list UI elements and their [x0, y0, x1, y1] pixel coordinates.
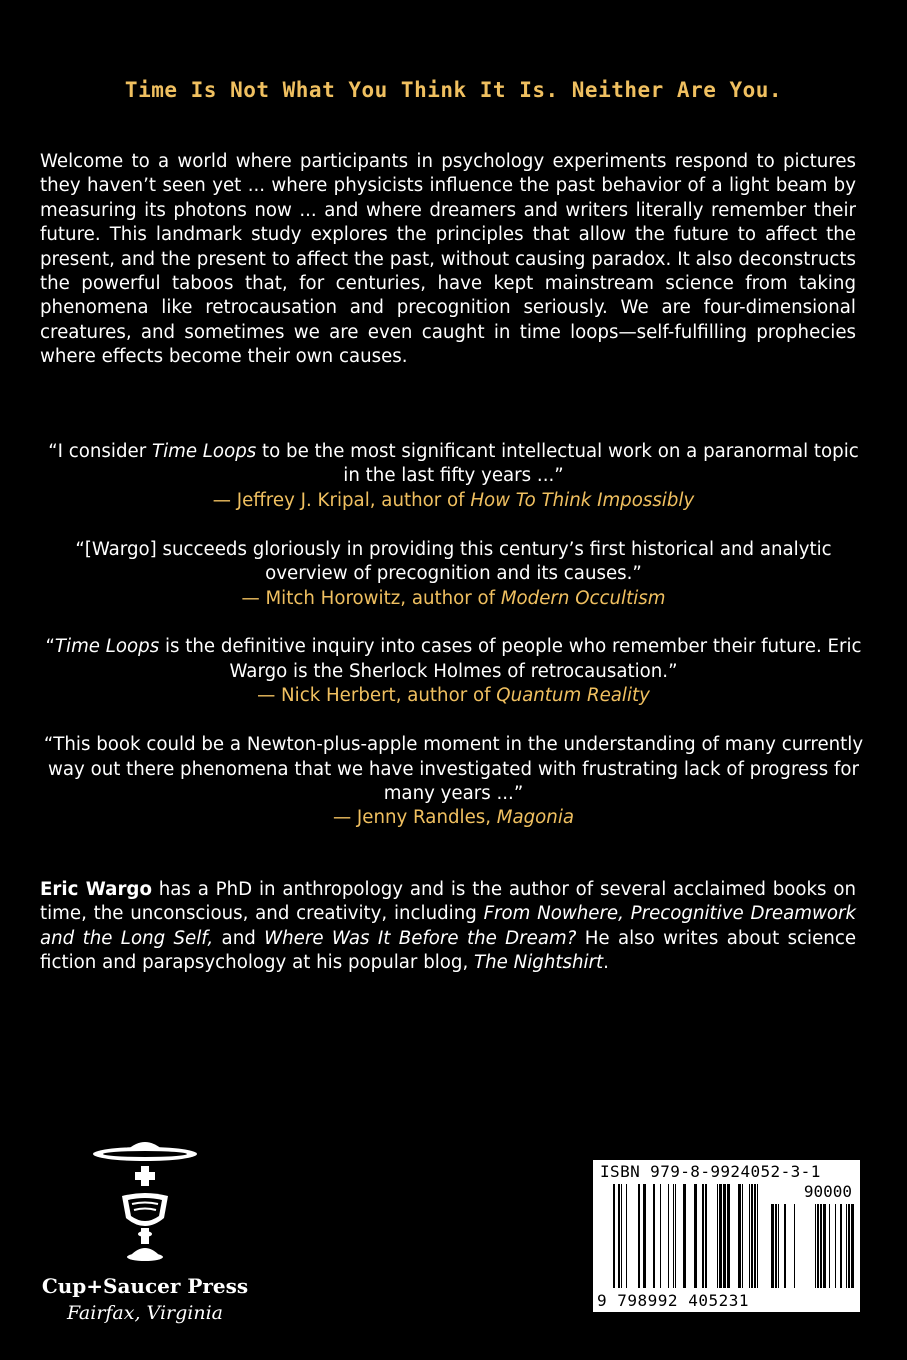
barcode-bar	[719, 1184, 722, 1288]
barcode-bar	[784, 1204, 786, 1288]
quote-text: “I consider	[48, 441, 152, 462]
quote-text: “[Wargo] succeeds gloriously in providing this century’s first historical and analytic overview of precognition and its causes.”	[75, 538, 832, 585]
quote-attribution	[40, 587, 867, 611]
barcode-bar	[638, 1184, 640, 1288]
bio-book-title: Where Was It Before the Dream?	[264, 927, 577, 949]
author-bio	[40, 878, 856, 976]
bio-text: and	[213, 927, 265, 949]
endorsements	[40, 440, 867, 855]
bio-text: has a PhD in anthropology and is the author of several acclaimed books on time, the unconscious, and creativity, including	[40, 879, 856, 925]
barcode-bar	[660, 1184, 661, 1288]
tagline: Time Is Not What You Think It Is. Neither Are You.	[124, 78, 783, 102]
quote-text: is the definitive inquiry into cases of people who remember their future. Eric Wargo is the Sherlock Holmes of retrocausation.”	[159, 636, 862, 682]
barcode-bar	[840, 1204, 842, 1288]
attribution-work: How To Think Impossibly	[470, 489, 695, 511]
attribution-work: Quantum Reality	[496, 685, 650, 707]
barcode-bar	[653, 1184, 655, 1288]
barcode-bar	[775, 1204, 777, 1288]
attribution-author: — Mitch Horowitz, author of	[241, 587, 501, 609]
barcode-bar	[742, 1184, 743, 1288]
attribution-author: — Jenny Randles,	[332, 807, 497, 829]
barcode-bar	[694, 1184, 697, 1288]
quote-title: Time Loops	[151, 441, 257, 462]
barcode-bar	[618, 1184, 620, 1288]
barcode-bar	[751, 1184, 753, 1288]
barcode-bar	[702, 1184, 704, 1288]
barcode-bar	[757, 1184, 758, 1288]
isbn-label: ISBN 979-8-9924052-3-1	[600, 1162, 821, 1181]
quote-title: Time Loops	[54, 636, 160, 658]
barcode-bar	[848, 1204, 850, 1288]
attribution-work: Modern Occultism	[500, 587, 666, 609]
publisher-location: Fairfax, Virginia	[67, 1302, 223, 1324]
price-code: 90000	[803, 1182, 852, 1201]
book-blurb: Welcome to a world where participants in psychology experiments respond to pictures they haven’t seen yet ... where physicists influence the past behavior of a light beam by measuring its photons now ... and where dreamers and writers literally remember their future. This landmark study explores the principles that allow the future to affect the present, and the present to affect the past, without causing paradox. It also deconstructs the powerful taboos that, for centuries, have kept mainstream science from taking phenomena like retrocausation and precognition seriously. We are four-dimensional creatures, and sometimes we are even caught in time loops—self-fulfilling prophecies where effects become their own causes.	[40, 151, 856, 368]
publisher-logo	[40, 1130, 250, 1324]
barcode-bar	[717, 1184, 718, 1288]
barcode-bar	[829, 1204, 830, 1288]
isbn-barcode	[593, 1160, 860, 1312]
barcode-bar	[817, 1204, 819, 1288]
barcode-bar	[771, 1204, 774, 1288]
barcode-bar	[738, 1184, 741, 1288]
endorsement-quote	[40, 733, 867, 831]
barcode-bar	[621, 1184, 622, 1288]
ean-number: 9 798992 405231	[597, 1291, 749, 1310]
attribution-work: Magonia	[496, 807, 575, 829]
barcode-bar	[778, 1204, 779, 1288]
barcode-bar	[820, 1204, 822, 1288]
barcode-bar	[668, 1184, 669, 1288]
attribution-author: — Nick Herbert, author of	[257, 685, 497, 707]
barcode-bar	[705, 1184, 707, 1288]
barcode-bar	[851, 1204, 854, 1288]
attribution-author: — Jeffrey J. Kripal, author of	[212, 489, 471, 511]
barcode-bar	[754, 1184, 756, 1288]
barcode-bar	[683, 1184, 686, 1288]
barcode-bar	[846, 1204, 847, 1288]
barcode-bar	[727, 1184, 730, 1288]
endorsement-quote	[40, 538, 867, 611]
quote-text: “This book could be a Newton-plus-apple moment in the understanding of many currently way out there phenomena that we have investigated with frustrating lack of progress for many years ...”	[43, 734, 864, 804]
barcode-bar	[815, 1204, 816, 1288]
quote-attribution	[40, 806, 867, 830]
quote-attribution	[40, 489, 867, 513]
saucer-cup-icon	[90, 1130, 200, 1270]
bio-text: He also writes about science fiction and parapsychology at his popular blog,	[40, 927, 857, 974]
bio-text: .	[603, 952, 609, 974]
barcode-bar	[673, 1184, 674, 1288]
barcode-bar	[749, 1184, 750, 1288]
barcode-bar	[723, 1184, 726, 1288]
barcode-bar	[794, 1204, 795, 1288]
barcode-bar	[613, 1184, 615, 1288]
bio-book-title: From Nowhere, Precognitive Dreamwork and the Long Self,	[40, 903, 856, 949]
barcode-bar	[675, 1184, 676, 1288]
endorsement-quote	[40, 635, 867, 708]
barcode-bar	[626, 1184, 627, 1288]
quote-text: to be the most significant intellectual work on a paranormal topic in the last fifty years ...”	[256, 441, 859, 487]
bio-blog-title: The Nightshirt	[474, 952, 604, 974]
quote-attribution	[40, 684, 867, 708]
quote-text: “	[45, 636, 55, 658]
barcode-bar	[823, 1204, 826, 1288]
endorsement-quote	[40, 440, 867, 513]
barcode-bar	[643, 1184, 646, 1288]
barcode-bar	[835, 1204, 836, 1288]
author-name: Eric Wargo	[40, 879, 152, 900]
publisher-name: Cup+Saucer Press	[41, 1274, 249, 1298]
